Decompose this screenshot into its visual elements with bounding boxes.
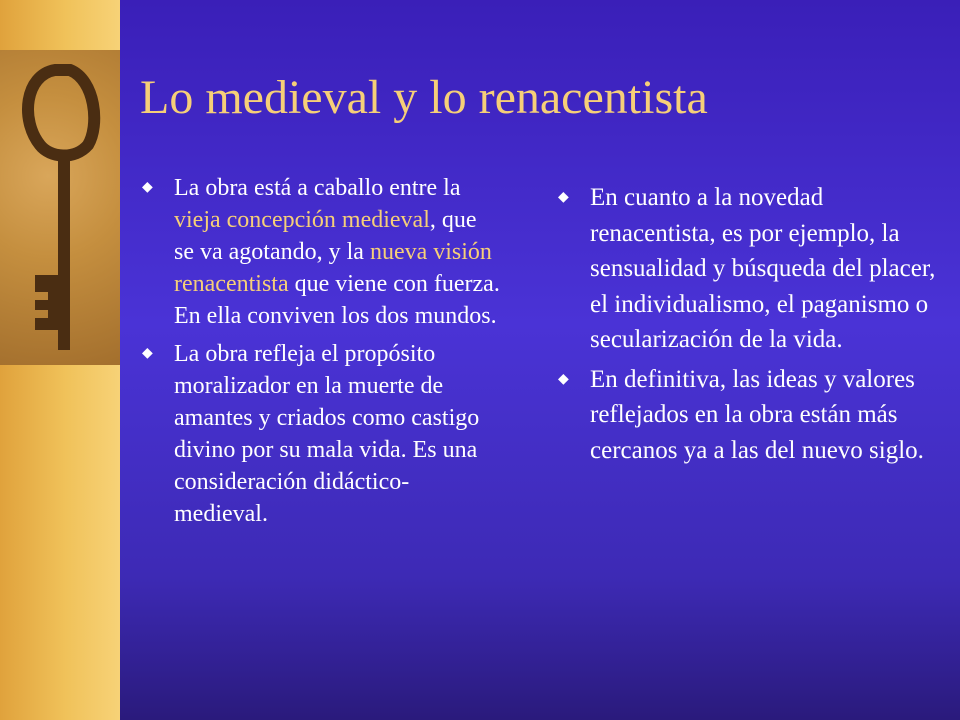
key-image xyxy=(0,50,120,365)
sidebar-band xyxy=(0,0,120,720)
right-column xyxy=(550,180,940,472)
left-column xyxy=(140,172,500,536)
diamond-bullet-icon: ◆ xyxy=(558,371,569,387)
diamond-bullet-icon: ◆ xyxy=(142,180,153,195)
bullet-item xyxy=(140,172,500,332)
bullet-text: En cuanto a la novedad renacentista, es por ejemplo, la sensualidad y búsqueda del placer, el individualismo, el paganismo o secularización de la vida. xyxy=(590,184,936,353)
slide-title: Lo medieval y lo renacentista xyxy=(140,71,708,124)
highlight-medieval: vieja concepción medieval xyxy=(174,207,430,233)
bullet-item xyxy=(550,362,940,469)
bullet-text: En definitiva, las ideas y valores reflejados en la obra están más cercanos ya a las del nuevo siglo. xyxy=(590,365,924,464)
highlight-renacentista: nueva visión renacentista xyxy=(174,239,492,297)
bullet-text: La obra refleja el propósito moralizador en la muerte de amantes y criados como castigo divino por su mala vida. Es una consideración didáctico-medieval. xyxy=(174,341,480,527)
diamond-bullet-icon: ◆ xyxy=(142,346,153,361)
bullet-text: La obra está a caballo entre la vieja concepción medieval, que se va agotando, y la nueva visión renacentista que viene con fuerza. En ella conviven los dos mundos. xyxy=(174,175,500,329)
bullet-item xyxy=(140,338,500,530)
old-iron-key-icon xyxy=(0,50,120,365)
bullet-item xyxy=(550,180,940,358)
diamond-bullet-icon: ◆ xyxy=(558,190,569,205)
